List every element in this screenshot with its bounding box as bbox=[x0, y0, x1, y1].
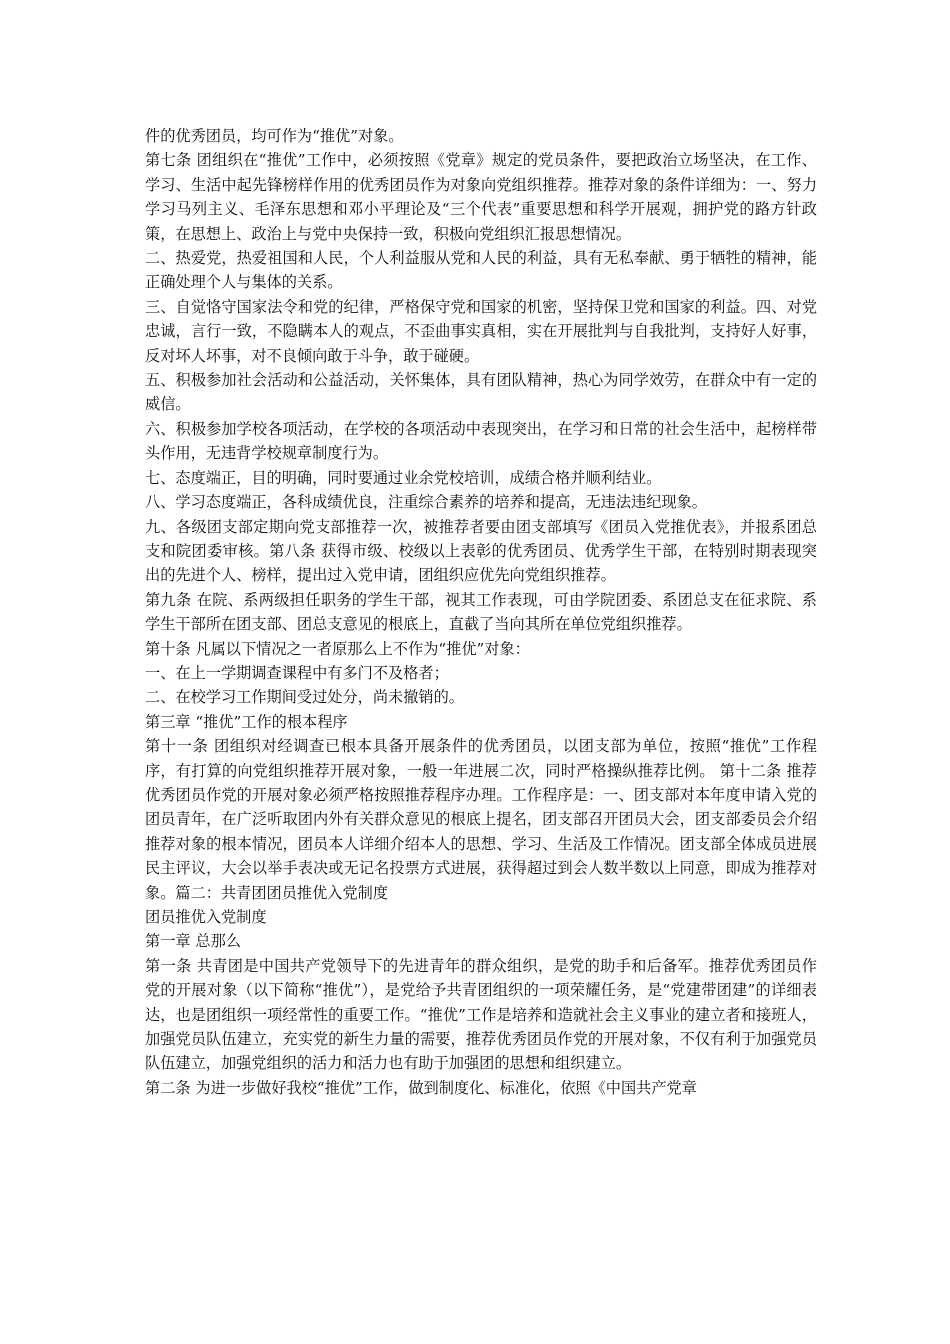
paragraph-article-2: 第二条 为进一步做好我校“推优”工作，做到制度化、标准化，依照《中国共产党章 bbox=[145, 1078, 697, 1097]
document-body bbox=[145, 124, 817, 1100]
paragraph-exclusion-1: 一、在上一学期调查课程中有多门不及格者； bbox=[145, 663, 449, 682]
paragraph-condition-5: 五、积极参加社会活动和公益活动，关怀集体，具有团队精神，热心为同学效劳，在群众中有一定的威信。 bbox=[145, 371, 817, 414]
paragraph-condition-8: 八、学习态度端正，各科成绩优良，注重综合素养的培养和提高，无违法违纪现象。 bbox=[145, 493, 707, 512]
paragraph-article-11-12: 第十一条 团组织对经调查已根本具备开展条件的优秀团员，以团支部为单位，按照“推优”工作程序，有打算的向党组织推荐开展对象，一般一年进展二次，同时严格操纵推荐比例。 第十二条 推荐优秀团员作党的开展对象必须严格按照推荐程序办理。工作程序是：一、团支部对本年度申请入党的团员青年，在广泛听取团内外有关群众意见的根底上提名，团支部召开团员大会，团支部委员会介绍推荐对象的根本情况，团员本人详细介绍本人的思想、学习、生活及工作情况。团支部全体成员进展民主评议，大会以举手表决或无记名投票方式进展，获得超过到会人数半数以上同意，即成为推荐对象。篇二：共青团团员推优入党制度 bbox=[145, 737, 817, 902]
paragraph-article-1: 第一条 共青团是中国共产党领导下的先进青年的群众组织，是党的助手和后备军。推荐优秀团员作党的开展对象（以下简称“推优”），是党给予共青团组织的一项荣耀任务，是“党建带团建”的详细表达，也是团组织一项经常性的重要工作。“推优”工作是培养和造就社会主义事业的建立者和接班人，加强党员队伍建立，充实党的新生力量的需要，推荐优秀团员作党的开展对象，不仅有利于加强党员队伍建立，加强党组织的活力和活力也有助于加强团的思想和组织建立。 bbox=[145, 956, 817, 1073]
chapter-1-heading: 第一章 总那么 bbox=[145, 932, 241, 951]
paragraph-article-7: 第七条 团组织在“推优”工作中，必须按照《党章》规定的党员条件，要把政治立场坚决，在工作、学习、生活中起先锋榜样作用的优秀团员作为对象向党组织推荐。推荐对象的条件详细为：一、努力学习马列主义、毛泽东思想和邓小平理论及“三个代表”重要思想和科学开展观，拥护党的路方针政策，在思想上、政治上与党中央保持一致，积极向党组织汇报思想情况。 bbox=[145, 151, 817, 243]
paragraph-condition-2: 二、热爱党，热爱祖国和人民，个人利益服从党和人民的利益，具有无私奉献、勇于牺牲的精神，能正确处理个人与集体的关系。 bbox=[145, 249, 817, 292]
paragraph-exclusion-2: 二、在校学习工作期间受过处分，尚未撤销的。 bbox=[145, 688, 464, 707]
paragraph-condition-7: 七、态度端正，目的明确，同时要通过业余党校培训，成绩合格并顺利结业。 bbox=[145, 468, 662, 487]
section-title: 团员推优入党制度 bbox=[145, 908, 267, 926]
paragraph-article-9: 第九条 在院、系两级担任职务的学生干部，视其工作表现，可由学院团委、系团总支在征求院、系学生干部所在团支部、团总支意见的根底上，直截了当向其所在单位党组织推荐。 bbox=[145, 590, 817, 634]
paragraph-condition-9-article-8: 九、各级团支部定期向党支部推荐一次，被推荐者要由团支部填写《团员入党推优表》，并报系团总支和院团委审核。第八条 获得市级、校级以上表彰的优秀团员、优秀学生干部，在特别时期表现突出的先进个人、榜样，提出过入党申请，团组织应优先向党组织推荐。 bbox=[145, 517, 817, 585]
paragraph-condition-6: 六、积极参加学校各项活动，在学校的各项活动中表现突出，在学习和日常的社会生活中，起榜样带头作用，无违背学校规章制度行为。 bbox=[145, 419, 817, 463]
paragraph-article-10: 第十条 凡属以下情况之一者原那么上不作为“推优”对象： bbox=[145, 639, 530, 658]
paragraph-condition-3-4: 三、自觉恪守国家法令和党的纪律，严格保守党和国家的机密，坚持保卫党和国家的利益。四、对党忠诚，言行一致，不隐瞒本人的观点，不歪曲事实真相，实在开展批判与自我批判，支持好人好事，反对坏人坏事，对不良倾向敢于斗争，敢于碰硬。 bbox=[145, 297, 817, 365]
paragraph-continuation: 件的优秀团员，均可作为“推优”对象。 bbox=[145, 127, 404, 145]
chapter-3-heading: 第三章 “推优”工作的根本程序 bbox=[145, 712, 348, 731]
